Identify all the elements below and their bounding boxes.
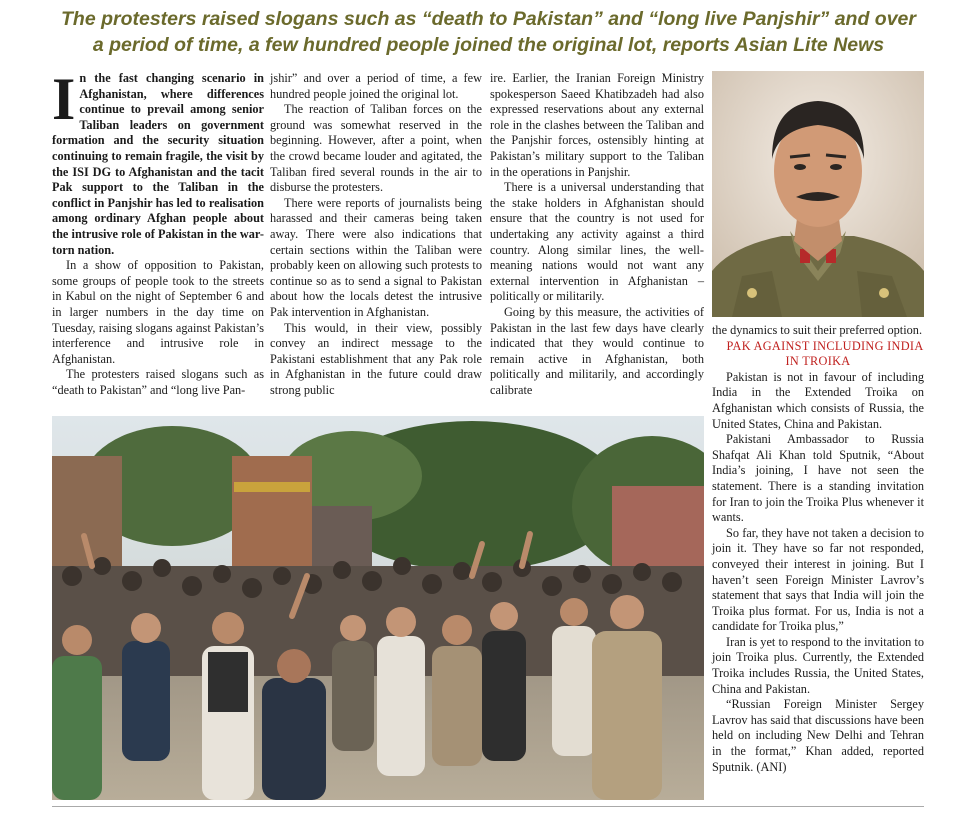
paragraph: ire. Earlier, the Iranian Foreign Ministry spokesperson Saeed Khatibzadeh had also expressed reservations about any external role in the clashes between the Taliban and the Panjshir forces, ostensibly hinting at Pakistan’s military support to the Taliban in the operations in Panjshir. bbox=[490, 71, 704, 179]
protest-illustration bbox=[52, 416, 704, 800]
column-2 bbox=[270, 71, 482, 398]
paragraph: This would, in their view, possibly convey an indirect message to the Pakistani establishment that any Pak role in Afghanistan in the future could draw strong public bbox=[270, 320, 482, 397]
paragraph: “Russian Foreign Minister Sergey Lavrov has said that discussions have been held on including New Delhi and Tehran in the format,” Khan added, reported Sputnik. (ANI) bbox=[712, 697, 924, 774]
column-4 bbox=[712, 323, 924, 775]
paragraph: the dynamics to suit their preferred option. bbox=[712, 323, 923, 337]
paragraph: So far, they have not taken a decision to join it. They have so far not responded, conveyed their interest in joining. But I haven’t seen Foreign Minister Lavrov’s statement that says that India will join the Troika plus format. For us, India is not a candidate for Troika plus,” bbox=[712, 525, 924, 634]
drop-cap: I bbox=[52, 66, 76, 132]
page-rule bbox=[52, 806, 924, 807]
intro-paragraph bbox=[52, 66, 264, 258]
protest-photo bbox=[52, 416, 704, 800]
paragraph: Iran is yet to respond to the invitation to join Troika plus. Currently, the Extended Troika includes Russia, the United States, China and Pakistan. bbox=[712, 634, 924, 696]
column-1 bbox=[52, 66, 264, 398]
paragraph: jshir” and over a period of time, a few hundred people joined the original lot. bbox=[270, 71, 482, 101]
column-3 bbox=[490, 71, 704, 398]
paragraph: Pakistani Ambassador to Russia Shafqat Ali Khan told Sputnik, “About India’s joining, I have not seen the statement. There is a standing invitation for Iran to join the Troika Plus whenever it wants. bbox=[712, 432, 924, 525]
paragraph: There were reports of journalists being harassed and their cameras being taken away. There were also indications that certain sections within the Taliban were probably keen on allowing such protests to continue so as to send a signal to Pakistan about how the locals detest the intrusive Pak intervention in Afghanistan. bbox=[270, 195, 482, 319]
paragraph: In a show of opposition to Pakistan, some groups of people took to the streets in Kabul on the night of September 6 and in larger numbers in the day time on Tuesday, raising slogans against Pakistan’s interference and intrusive role in Afghanistan. bbox=[52, 258, 264, 366]
paragraph: There is a universal understanding that the stake holders in Afghanistan should ensure that the country is not used for undertaking any activity against a third country. Along similar lines, the well-meaning nations would not want any external intervention in Afghanistan – politically or militarily. bbox=[490, 180, 704, 304]
portrait-illustration bbox=[712, 71, 924, 317]
article-deck bbox=[0, 6, 977, 58]
intro-text: n the fast changing scenario in Afghanistan, where differences continue to prevail among senior Taliban leaders on government formation and the security situation continuing to remain fragile, the visit by the ISI DG to Afghanistan and the tacit Pak support to the Taliban in the conflict in Panjshir has led to realisation among ordinary Afghan people about the intrusive role of Pakistan in the war-torn nation. bbox=[52, 71, 264, 257]
deck-line-2: a period of time, a few hundred people joined the original lot, reports Asian Lite News bbox=[92, 34, 885, 56]
paragraph: Going by this measure, the activities of Pakistan in the last few days have clearly indicated that they would continue to remain active in Afghanistan, both politically and militarily, and accordingly calibrate bbox=[490, 304, 704, 397]
paragraph: The protesters raised slogans such as “death to Pakistan” and “long live Pan- bbox=[52, 367, 264, 397]
portrait-photo bbox=[712, 71, 924, 317]
section-subhead: PAK AGAINST INCLUDING INDIA IN TROIKA bbox=[726, 338, 924, 369]
paragraph: The reaction of Taliban forces on the ground was somewhat reserved in the beginning. However, after a point, when the crowd became louder and agitated, the Taliban fired several rounds in the air to disburse the protesters. bbox=[270, 102, 482, 195]
paragraph: Pakistan is not in favour of including India in the Extended Troika on Afghanistan which consists of Russia, the United States, China and Pakistan. bbox=[712, 369, 924, 431]
deck-line-1: The protesters raised slogans such as “death to Pakistan” and “long live Panjshir” and over bbox=[61, 8, 916, 30]
